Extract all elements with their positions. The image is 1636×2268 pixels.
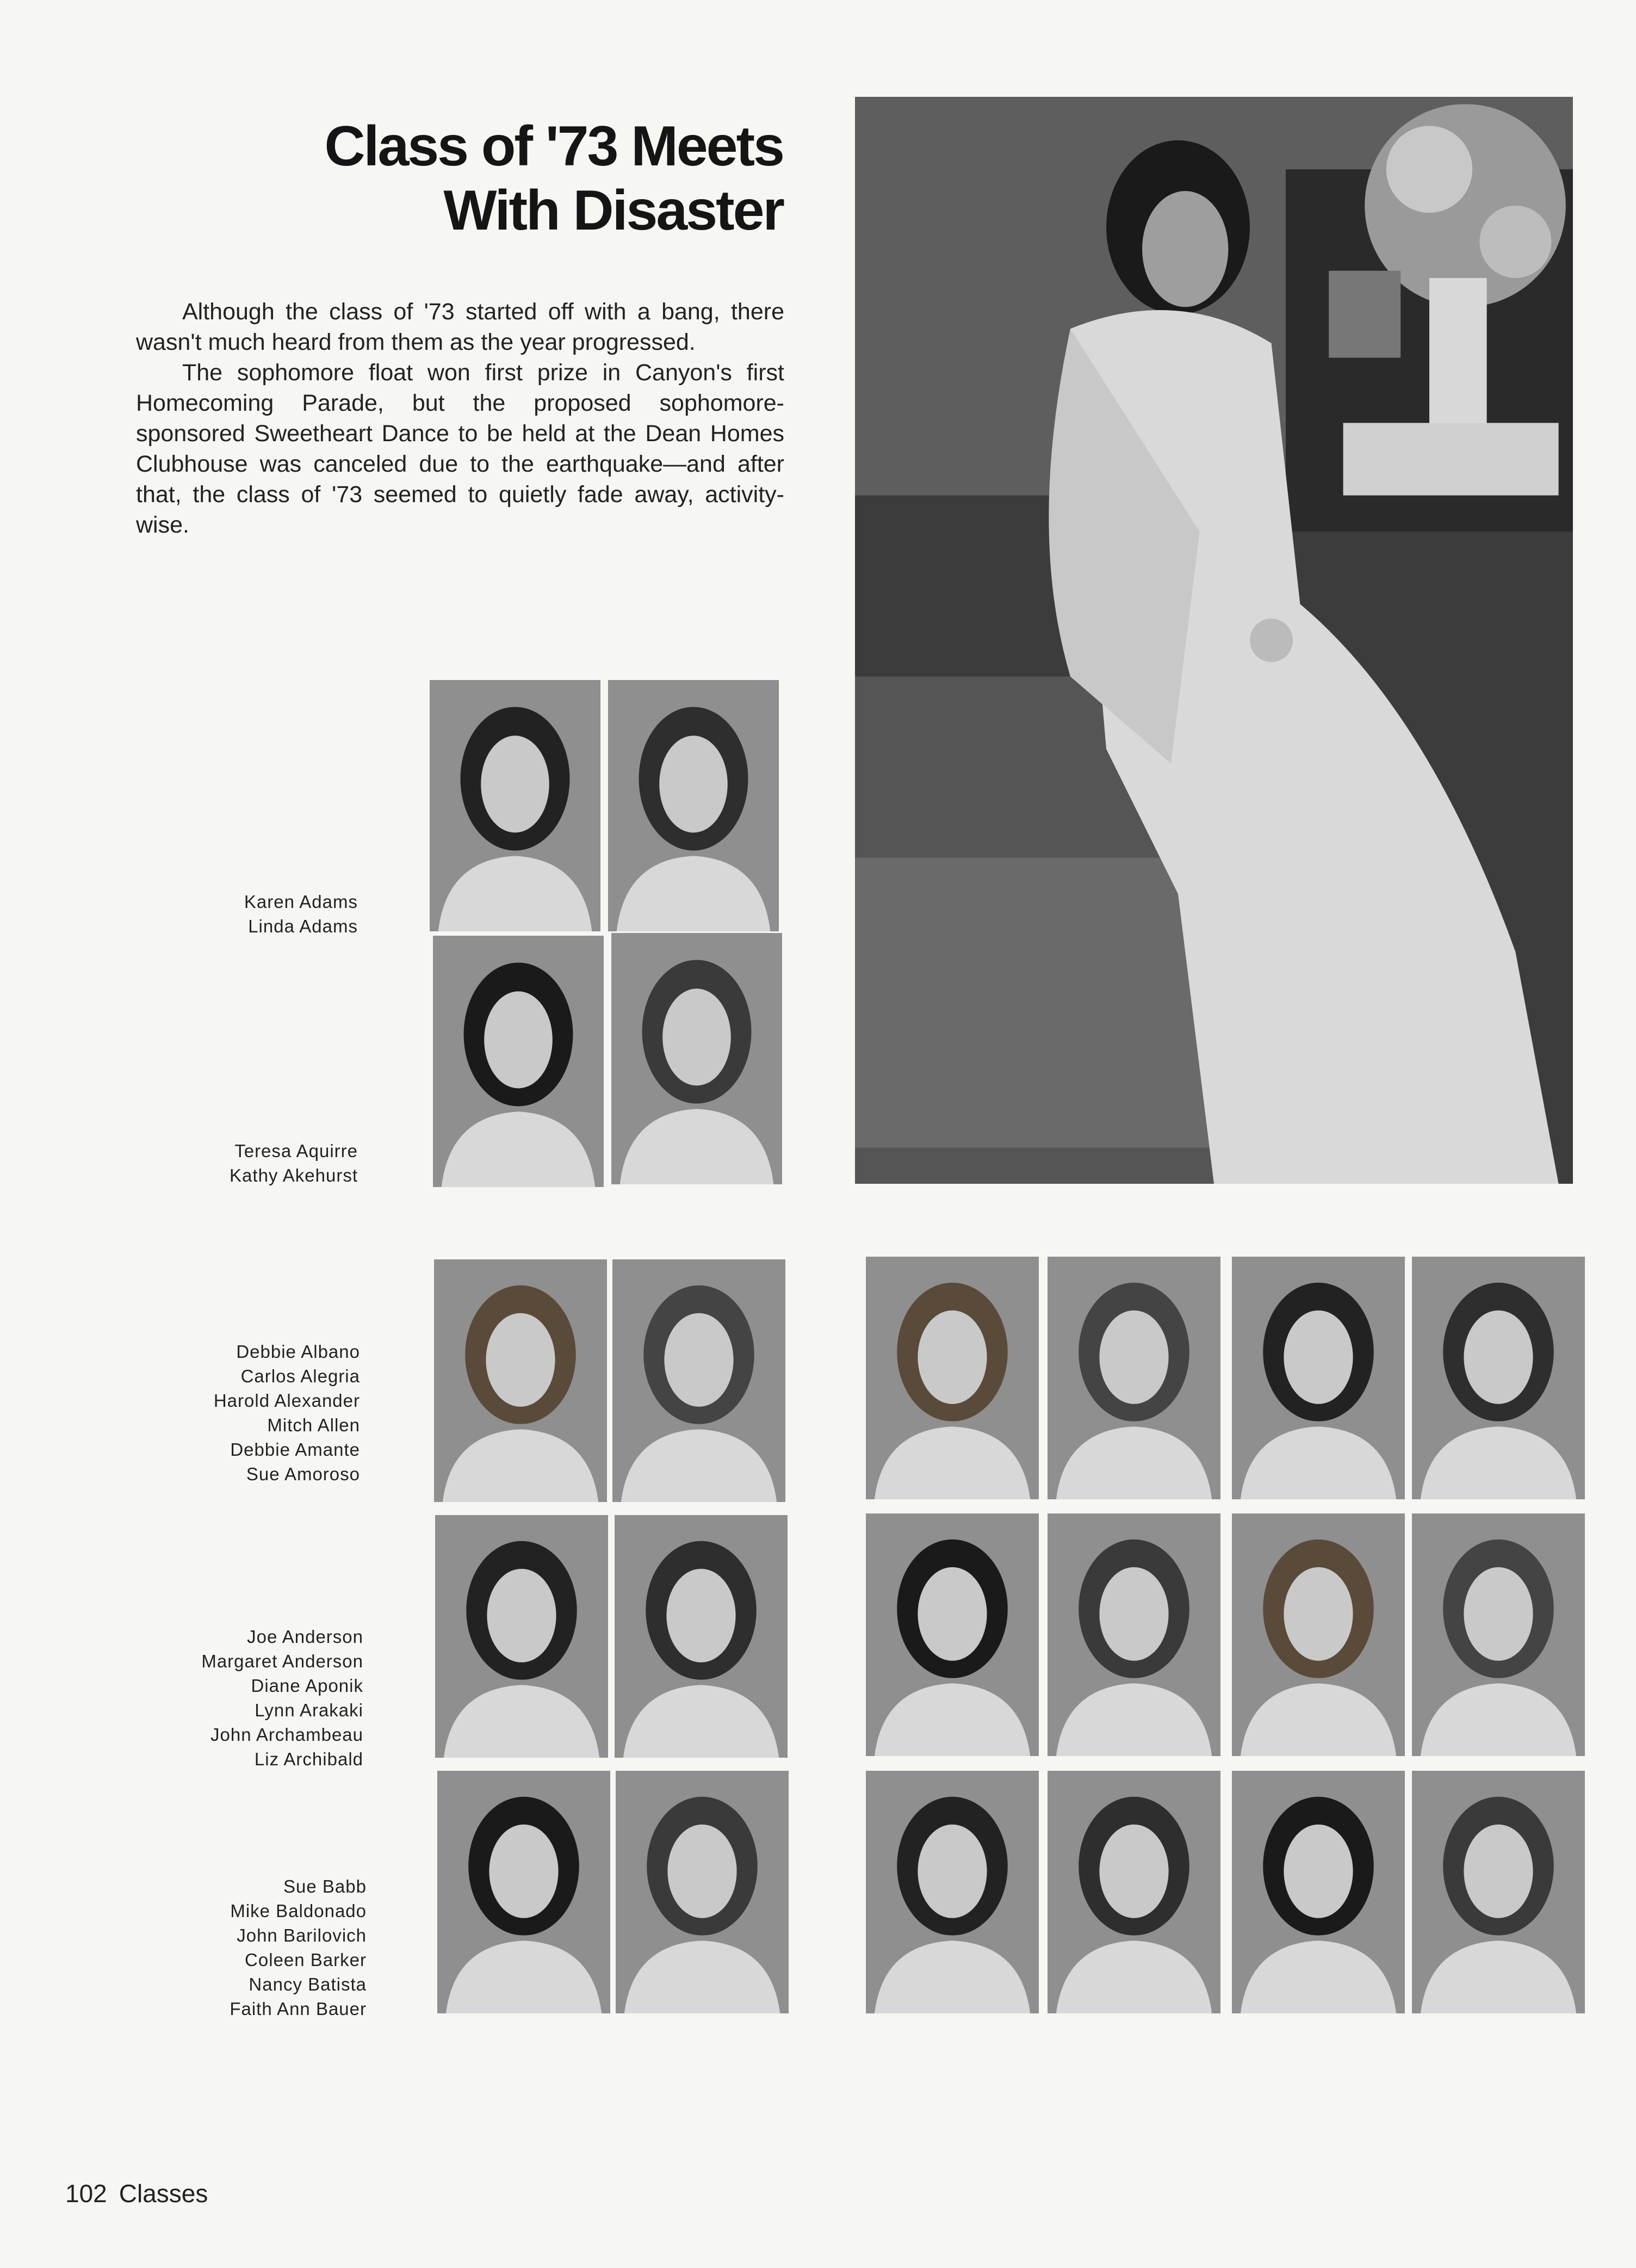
student-portrait xyxy=(434,1259,607,1502)
title-line-2: With Disaster xyxy=(443,179,783,242)
page-title xyxy=(163,114,783,243)
student-portrait xyxy=(1412,1513,1585,1756)
article-text xyxy=(136,296,784,540)
student-name: Liz Archibald xyxy=(254,1749,363,1769)
name-list-2 xyxy=(163,1139,358,1188)
student-portrait xyxy=(435,1515,608,1758)
student-portrait xyxy=(616,1771,789,2013)
title-line-1: Class of '73 Meets xyxy=(324,115,783,178)
student-name: Debbie Amante xyxy=(230,1439,360,1460)
page-footer xyxy=(65,2179,220,2208)
name-list-3 xyxy=(141,1339,360,1486)
student-name: Margaret Anderson xyxy=(201,1651,363,1671)
student-name: Diane Aponik xyxy=(251,1676,363,1696)
student-portrait xyxy=(866,1771,1039,2013)
student-portrait xyxy=(1412,1257,1585,1499)
student-portrait xyxy=(1048,1257,1220,1499)
student-name: Sue Babb xyxy=(283,1876,367,1896)
paragraph-1: Although the class of '73 started off with a bang, there wasn't much heard from them as the year progressed. xyxy=(136,299,784,355)
paragraph-2: The sophomore float won first prize in Canyon's first Homecoming Parade, but the proposed sophomore-sponsored Sweetheart Dance to be held at the Dean Homes Clubhouse was canceled due to the earthquake—and after that, the class of '73 seemed to quietly fade away, activity-wise. xyxy=(136,360,784,538)
student-portrait xyxy=(437,1771,610,2013)
student-name: Joe Anderson xyxy=(247,1627,363,1647)
student-name: Teresa Aquirre xyxy=(234,1141,358,1161)
name-list-4 xyxy=(141,1624,363,1771)
student-portrait xyxy=(1232,1257,1405,1499)
name-list-1 xyxy=(163,889,358,938)
student-portrait xyxy=(866,1257,1039,1499)
student-portrait xyxy=(1048,1513,1220,1756)
section-name: Classes xyxy=(119,2179,208,2208)
student-name: Sue Amoroso xyxy=(246,1464,360,1484)
student-name: Lynn Arakaki xyxy=(255,1700,363,1720)
student-portrait xyxy=(430,680,600,931)
student-portrait xyxy=(866,1513,1039,1756)
student-name: Nancy Batista xyxy=(249,1974,367,1994)
student-name: John Archambeau xyxy=(210,1725,363,1745)
student-portrait xyxy=(612,1259,785,1502)
student-name: Mike Baldonado xyxy=(230,1901,367,1921)
student-name: Coleen Barker xyxy=(245,1950,367,1970)
student-portrait xyxy=(615,1515,788,1758)
student-name: Debbie Albano xyxy=(236,1342,360,1362)
student-name: Mitch Allen xyxy=(267,1415,360,1435)
name-list-5 xyxy=(141,1874,367,2021)
student-name: Harold Alexander xyxy=(213,1391,360,1411)
student-portrait xyxy=(1048,1771,1220,2013)
student-portrait xyxy=(1232,1513,1405,1756)
student-name: Linda Adams xyxy=(248,916,358,936)
student-portrait xyxy=(433,936,604,1187)
student-name: Carlos Alegria xyxy=(240,1366,360,1386)
student-name: Karen Adams xyxy=(244,892,358,912)
feature-photo xyxy=(855,97,1573,1184)
student-name: Kathy Akehurst xyxy=(230,1165,358,1185)
student-portrait xyxy=(1412,1771,1585,2013)
page-number: 102 xyxy=(65,2179,107,2208)
student-portrait xyxy=(611,933,782,1184)
student-name: John Barilovich xyxy=(237,1925,367,1945)
student-name: Faith Ann Bauer xyxy=(230,1999,367,2019)
student-portrait xyxy=(1232,1771,1405,2013)
student-portrait xyxy=(608,680,779,931)
